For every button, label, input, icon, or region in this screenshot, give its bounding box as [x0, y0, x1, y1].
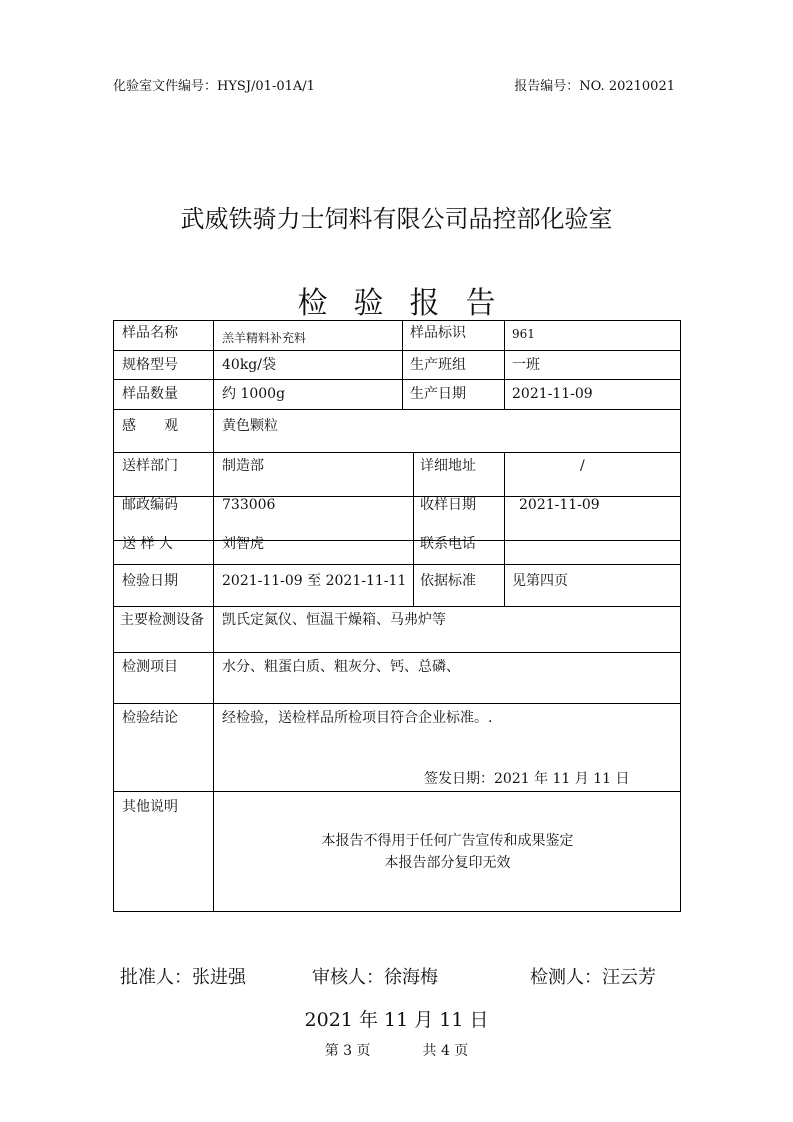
address: /	[580, 458, 585, 474]
dept: 制造部	[222, 458, 264, 474]
items-label: 检测项目	[122, 659, 178, 675]
report-number: 报告编号：NO. 20210021	[514, 79, 675, 94]
test-date-label: 检验日期	[122, 573, 178, 589]
note-line-1: 本报告不得用于任何广告宣传和成果鉴定	[321, 833, 574, 849]
sender-label: 送 样 人	[122, 536, 173, 552]
page-total: 共 4 页	[422, 1043, 469, 1059]
quantity-label: 样品数量	[122, 386, 178, 402]
team-label: 生产班组	[410, 357, 466, 373]
equipment-label: 主要检测设备	[120, 612, 204, 628]
conclusion-label: 检验结论	[122, 710, 178, 726]
standard-label: 依据标准	[420, 573, 476, 589]
postcode: 733006	[222, 497, 276, 513]
issue-date: 签发日期：2021 年 11 月 11 日	[424, 771, 630, 787]
appearance: 黄色颗粒	[222, 418, 278, 434]
equipment: 凯氏定氮仪、恒温干燥箱、马弗炉等	[222, 612, 446, 628]
receive-date: 2021-11-09	[519, 497, 600, 513]
standard: 见第四页	[512, 573, 568, 589]
report-table	[113, 320, 681, 912]
sample-id: 961	[512, 327, 535, 341]
appearance-label: 感 观	[122, 418, 178, 434]
production-date: 2021-11-09	[512, 386, 593, 402]
note-line-2: 本报告部分复印无效	[384, 855, 511, 871]
notes-label: 其他说明	[122, 799, 178, 815]
test-date: 2021-11-09 至 2021-11-11	[222, 573, 407, 589]
conclusion: 经检验，送检样品所检项目符合企业标准。.	[222, 710, 493, 726]
spec: 40kg/袋	[222, 357, 276, 373]
phone-label: 联系电话	[420, 536, 476, 552]
organization-name: 武威铁骑力士饲料有限公司品控部化验室	[180, 205, 613, 233]
sample-id-label: 样品标识	[410, 325, 466, 341]
page-indicator	[0, 1040, 793, 1060]
address-label: 详细地址	[420, 458, 476, 474]
items: 水分、粗蛋白质、粗灰分、钙、总磷、	[222, 659, 460, 675]
postcode-label: 邮政编码	[122, 497, 178, 513]
quantity: 约 1000g	[222, 386, 286, 402]
receive-date-label: 收样日期	[420, 497, 476, 513]
sample-name: 羔羊精料补充料	[222, 331, 307, 345]
reviewer-signature: 审核人：徐海梅	[312, 967, 438, 988]
sender: 刘智虎	[222, 536, 264, 552]
spec-label: 规格型号	[122, 357, 178, 373]
tester-signature: 检测人：汪云芳	[530, 967, 656, 988]
page-current: 第 3 页	[324, 1043, 371, 1059]
sample-name-label: 样品名称	[122, 325, 178, 341]
team: 一班	[512, 357, 540, 373]
approver-signature: 批准人：张进强	[120, 967, 246, 988]
dept-label: 送样部门	[122, 458, 178, 474]
production-date-label: 生产日期	[410, 386, 466, 402]
file-number: 化验室文件编号：HYSJ/01-01A/1	[113, 79, 315, 94]
report-date: 2021 年 11 月 11 日	[304, 1009, 489, 1031]
report-title: 检验报告	[297, 286, 522, 321]
